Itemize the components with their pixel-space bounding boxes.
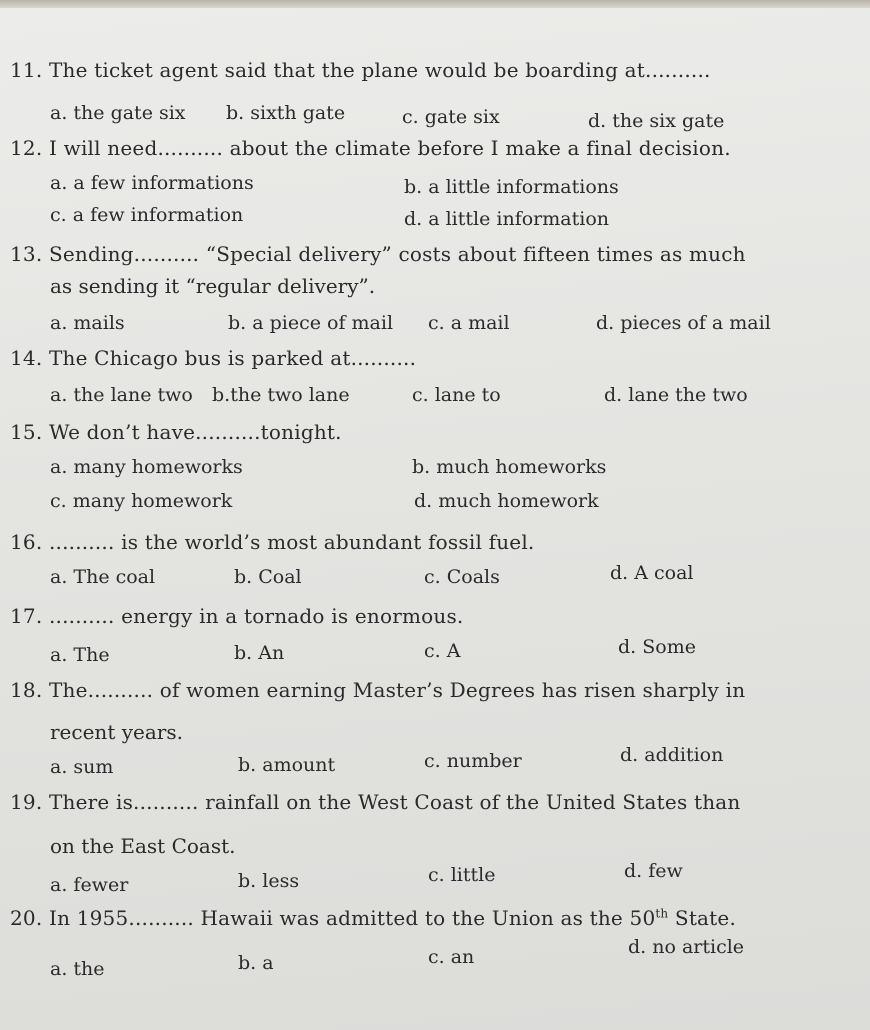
q11-option-d: d. the six gate: [588, 110, 725, 132]
q16-option-c: c. Coals: [424, 566, 500, 588]
q12-option-b: b. a little informations: [404, 176, 619, 198]
question-13-stem: 13. Sending.......... “Special delivery” costs about fifteen times as much: [10, 242, 746, 266]
ordinal-suffix: th: [655, 906, 669, 921]
question-19-stem: 19. There is.......... rainfall on the West Coast of the United States than: [10, 790, 741, 814]
q17-option-b: b. An: [234, 642, 285, 664]
q16-option-a: a. The coal: [50, 566, 156, 588]
q16-option-d: d. A coal: [610, 562, 694, 584]
question-16-stem: 16. .......... is the world’s most abundant fossil fuel.: [10, 530, 535, 554]
question-11-stem: 11. The ticket agent said that the plane would be boarding at..........: [10, 58, 711, 82]
q15-option-d: d. much homework: [414, 490, 599, 512]
q20-option-c: c. an: [428, 946, 475, 968]
q13-option-d: d. pieces of a mail: [596, 312, 771, 334]
question-18-stem-continued: recent years.: [50, 720, 183, 744]
q20-option-d: d. no article: [628, 936, 745, 958]
q18-option-b: b. amount: [238, 754, 336, 776]
q17-option-a: a. The: [50, 644, 110, 666]
q18-option-d: d. addition: [620, 744, 724, 766]
q20-option-b: b. a: [238, 952, 274, 974]
q16-option-b: b. Coal: [234, 566, 302, 588]
q14-option-b: b.the two lane: [212, 384, 350, 406]
question-19-stem-continued: on the East Coast.: [50, 834, 236, 858]
q15-option-b: b. much homeworks: [412, 456, 607, 478]
q20-option-a: a. the: [50, 958, 105, 980]
q13-option-b: b. a piece of mail: [228, 312, 394, 334]
q19-option-d: d. few: [624, 860, 683, 882]
question-17-stem: 17. .......... energy in a tornado is enormous.: [10, 604, 464, 628]
q17-option-c: c. A: [424, 640, 461, 662]
question-13-stem-continued: as sending it “regular delivery”.: [50, 274, 376, 298]
q11-option-b: b. sixth gate: [226, 102, 346, 124]
q11-option-a: a. the gate six: [50, 102, 186, 124]
q13-option-c: c. a mail: [428, 312, 510, 334]
question-18-stem: 18. The.......... of women earning Master’s Degrees has risen sharply in: [10, 678, 746, 702]
question-14-stem: 14. The Chicago bus is parked at..........: [10, 346, 417, 370]
ordinal-number: 50: [629, 906, 656, 930]
paper-top-edge: [0, 0, 870, 8]
q15-option-a: a. many homeworks: [50, 456, 243, 478]
q12-option-c: c. a few information: [50, 204, 244, 226]
question-20-stem: [10, 906, 736, 930]
q17-option-d: d. Some: [618, 636, 696, 658]
q14-option-d: d. lane the two: [604, 384, 748, 406]
q19-option-a: a. fewer: [50, 874, 129, 896]
q18-option-c: c. number: [424, 750, 522, 772]
q15-option-c: c. many homework: [50, 490, 233, 512]
q13-option-a: a. mails: [50, 312, 125, 334]
q14-option-c: c. lane to: [412, 384, 501, 406]
q18-option-a: a. sum: [50, 756, 114, 778]
q11-option-c: c. gate six: [402, 106, 500, 128]
question-15-stem: 15. We don’t have..........tonight.: [10, 420, 342, 444]
q12-option-a: a. a few informations: [50, 172, 254, 194]
q14-option-a: a. the lane two: [50, 384, 193, 406]
q12-option-d: d. a little information: [404, 208, 609, 230]
question-20-stem-text: 20. In 1955.......... Hawaii was admitted to the Union as the: [10, 906, 623, 930]
q19-option-c: c. little: [428, 864, 496, 886]
question-20-stem-tail: State.: [668, 906, 737, 930]
question-12-stem: 12. I will need.......... about the climate before I make a final decision.: [10, 136, 731, 160]
q19-option-b: b. less: [238, 870, 300, 892]
